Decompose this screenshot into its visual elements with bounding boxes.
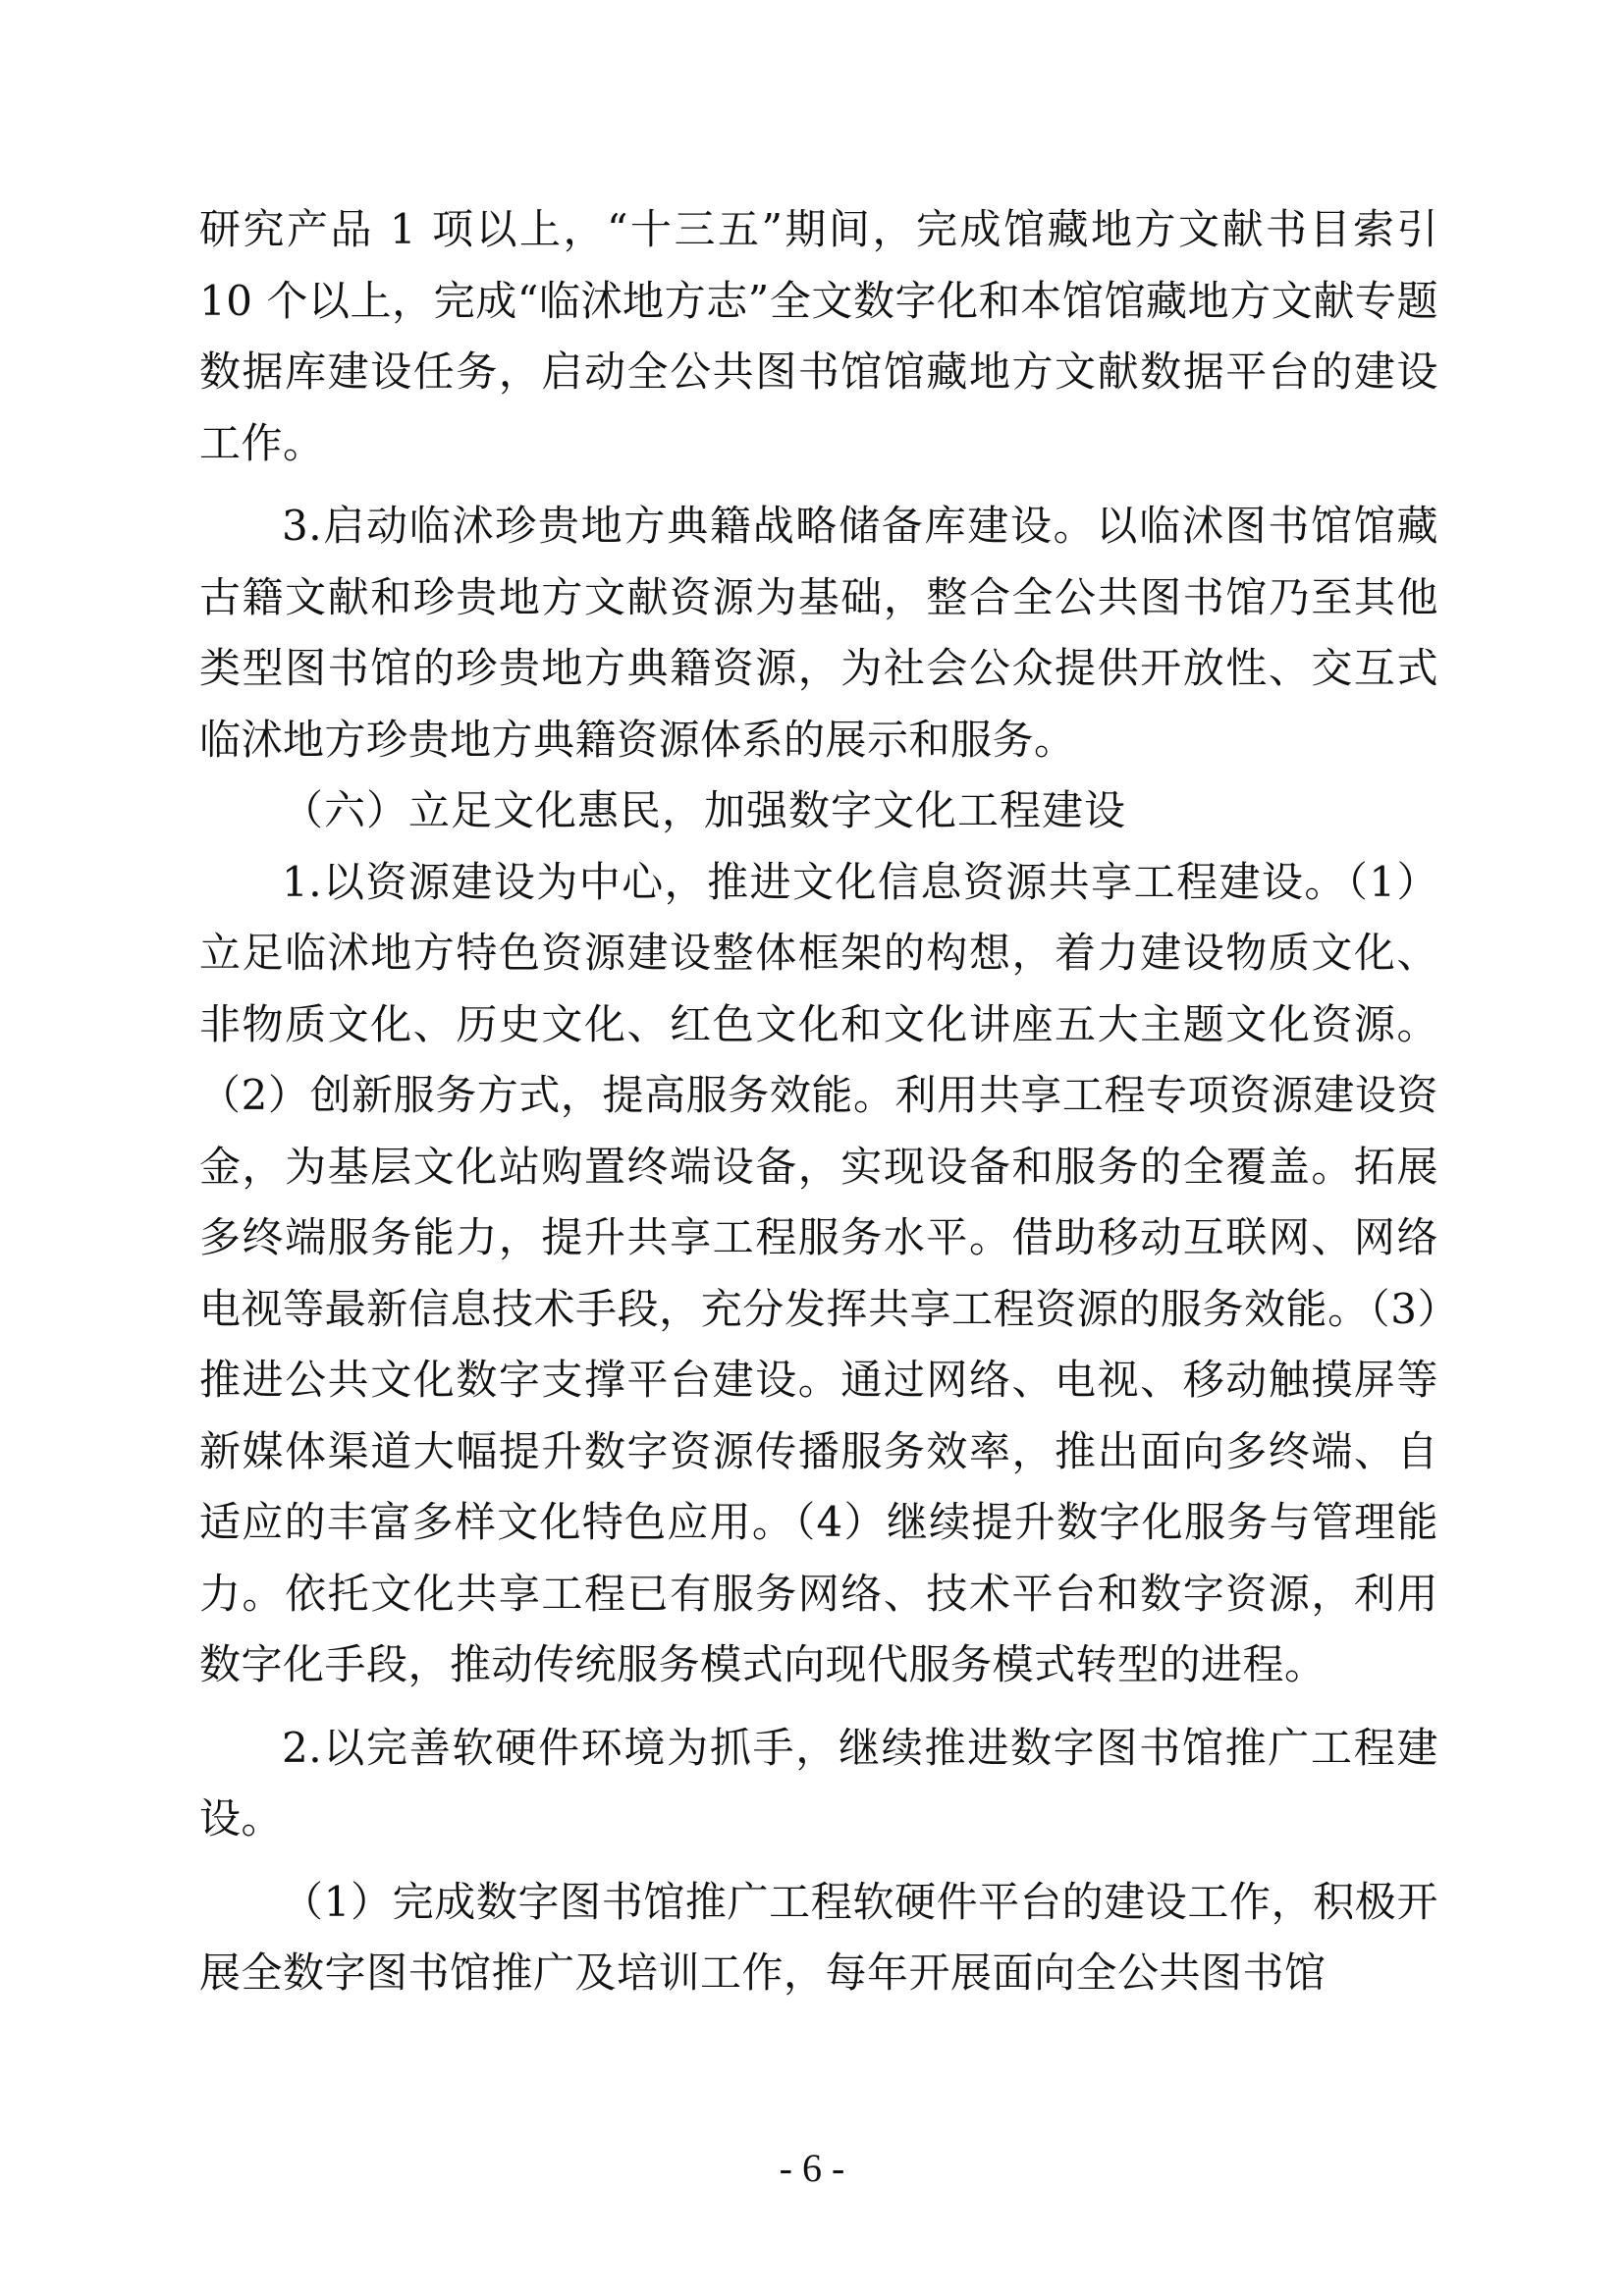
paragraph-5: （1）完成数字图书馆推广工程软硬件平台的建设工作，积极开展全数字图书馆推广及培训工作，每年开展面向全公共图书馆	[199, 1877, 1438, 1997]
page-number: - 6 -	[779, 2146, 845, 2190]
document-body	[199, 194, 1438, 2009]
paragraph-4: 2.以完善软硬件环境为抓手，继续推进数字图书馆推广工程建设。	[199, 1723, 1438, 1842]
paragraph-1: 研究产品 1 项以上，“十三五”期间，完成馆藏地方文献书目索引 10 个以上，完成“临沭地方志”全文数字化和本馆馆藏地方文献专题数据库建设任务，启动全公共图书馆馆藏地方文献数据平台的建设工作。	[199, 205, 1438, 467]
paragraph-3: 1.以资源建设为中心，推进文化信息资源共享工程建设。（1）立足临沭地方特色资源建设整体框架的构想，着力建设物质文化、非物质文化、历史文化、红色文化和文化讲座五大主题文化资源。（2）创新服务方式，提高服务效能。利用共享工程专项资源建设资金，为基层文化站购置终端设备，实现设备和服务的全覆盖。拓展多终端服务能力，提升共享工程服务水平。借助移动互联网、网络电视等最新信息技术手段，充分发挥共享工程资源的服务效能。（3）推进公共文化数字支撑平台建设。通过网络、电视、移动触摸屏等新媒体渠道大幅提升数字资源传播服务效率，推出面向多终端、自适应的丰富多样文化特色应用。（4）继续提升数字化服务与管理能力。依托文化共享工程已有服务网络、技术平台和数字资源，利用数字化手段，推动传统服务模式向现代服务模式转型的进程。	[199, 857, 1438, 1688]
section-heading: （六）立足文化惠民，加强数字文化工程建设	[282, 786, 1127, 834]
paragraph-2: 3.启动临沭珍贵地方典籍战略储备库建设。以临沭图书馆馆藏古籍文献和珍贵地方文献资源为基础，整合全公共图书馆乃至其他类型图书馆的珍贵地方典籍资源，为社会公众提供开放性、交互式临沭地方珍贵地方典籍资源体系的展示和服务。	[199, 502, 1438, 764]
